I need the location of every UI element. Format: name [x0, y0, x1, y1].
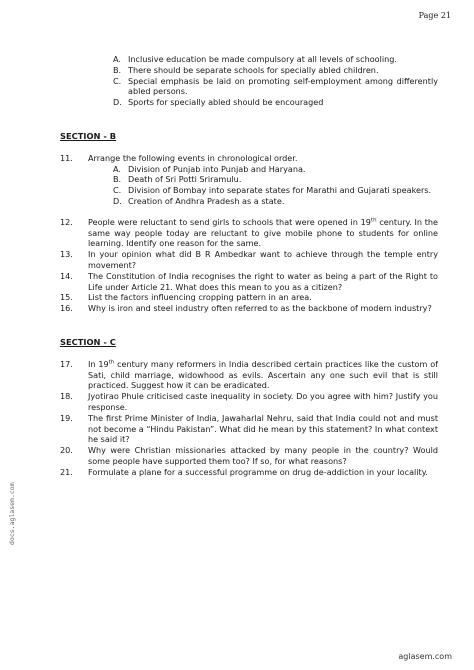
option-item — [113, 185, 438, 196]
option-item — [113, 65, 438, 76]
question-text-part: century. In the same way people today are reluctant to give mobile phone to students for online learning. Identify one reason for the same. — [88, 216, 438, 249]
question-text: The first Prime Minister of India, Jawaharlal Nehru, said that India could not and must not become a “Hindu Pakistan”. What did he mean by this statement? In what context he said it? — [88, 412, 438, 445]
question-text-part: In 19 — [88, 358, 109, 369]
question-number: 18. — [60, 391, 73, 402]
side-watermark: docs.aglasem.com — [8, 482, 16, 545]
question-21 — [60, 467, 438, 478]
question-text: The Constitution of India recognises the right to water as being a part of the Right to Life under Article 21. What does this mean to you as a citizen? — [88, 270, 438, 292]
question-text: In your opinion what did B R Ambedkar want to achieve through the temple entry movement? — [88, 249, 438, 270]
question-text: List the factors influencing cropping pattern in an area. — [88, 292, 312, 303]
option-item — [113, 174, 438, 185]
section-b-questions — [60, 153, 438, 314]
option-letter: A. — [113, 163, 121, 174]
option-text: Division of Punjab into Punjab and Haryana. — [128, 163, 306, 174]
question-text — [88, 359, 438, 391]
section-c-heading: SECTION - C — [60, 336, 116, 347]
option-text: Inclusive education be made compulsory at all levels of schooling. — [128, 54, 397, 64]
question-20 — [60, 445, 438, 467]
section-c-questions — [60, 359, 438, 478]
option-item — [113, 196, 438, 207]
question-text: Formulate a plane for a successful programme on drug de-addiction in your locality. — [88, 466, 428, 477]
question-number: 17. — [60, 358, 73, 369]
document-body — [60, 54, 438, 478]
question-15 — [60, 292, 438, 303]
superscript: th — [370, 217, 377, 224]
question-number: 14. — [60, 270, 73, 281]
option-letter: B. — [113, 174, 122, 185]
option-item — [113, 97, 438, 108]
option-letter: A. — [113, 54, 121, 64]
option-item — [113, 164, 438, 175]
option-letter: B. — [113, 64, 122, 75]
footer-brand: aglasem.com — [398, 652, 452, 661]
option-text: Creation of Andhra Pradesh as a state. — [128, 195, 285, 206]
question-text — [88, 217, 438, 249]
question-number: 15. — [60, 292, 73, 303]
option-letter: D. — [113, 97, 122, 108]
question-11 — [60, 153, 438, 207]
question-16 — [60, 303, 438, 314]
question-number: 21. — [60, 466, 73, 477]
question-text: Arrange the following events in chronological order. — [88, 152, 298, 163]
question-12 — [60, 217, 438, 249]
question-number: 11. — [60, 152, 73, 163]
section-b-heading: SECTION - B — [60, 130, 117, 141]
question-number: 19. — [60, 412, 73, 423]
question-number: 20. — [60, 445, 73, 456]
spacer — [60, 207, 438, 217]
question-text: Why were Christian missionaries attacked by many people in the country? Would some people have supported them too? If so, for what reasons? — [88, 445, 438, 466]
question-number: 16. — [60, 303, 73, 314]
question-number: 12. — [60, 216, 73, 227]
page-number: Page 21 — [418, 11, 451, 20]
question-17 — [60, 359, 438, 391]
question-18 — [60, 391, 438, 413]
option-text: Sports for specially abled should be encouraged — [128, 97, 324, 108]
option-letter: D. — [113, 195, 122, 206]
question-text: Why is iron and steel industry often referred to as the backbone of modern industry? — [88, 303, 432, 314]
option-text: There should be separate schools for specially abled children. — [128, 64, 379, 75]
option-letter: C. — [113, 185, 122, 196]
question-text: Jyotirao Phule criticised caste inequality in society. Do you agree with him? Justify you response. — [88, 391, 438, 412]
superscript: th — [108, 359, 115, 366]
question-14 — [60, 271, 438, 293]
option-letter: C. — [113, 75, 122, 86]
question-number: 13. — [60, 249, 73, 260]
option-text: Division of Bombay into separate states for Marathi and Gujarati speakers. — [128, 185, 432, 196]
question-19 — [60, 413, 438, 445]
option-text: Special emphasis be laid on promoting self-employment among differently abled persons. — [128, 75, 438, 97]
option-item — [113, 54, 438, 65]
option-item — [113, 76, 438, 98]
q11-options — [113, 164, 438, 207]
question-text-part: century many reformers in India described certain practices like the custom of Sati, child marriage, widowhood as evils. Ascertain any one such evil that is still practiced. Suggest how it can be eradicated. — [88, 358, 438, 391]
question-text-part: People were reluctant to send girls to schools that were opened in 19 — [88, 216, 371, 227]
top-options-list — [113, 54, 438, 108]
option-text: Death of Sri Potti Sriramulu. — [128, 174, 242, 185]
question-13 — [60, 249, 438, 271]
